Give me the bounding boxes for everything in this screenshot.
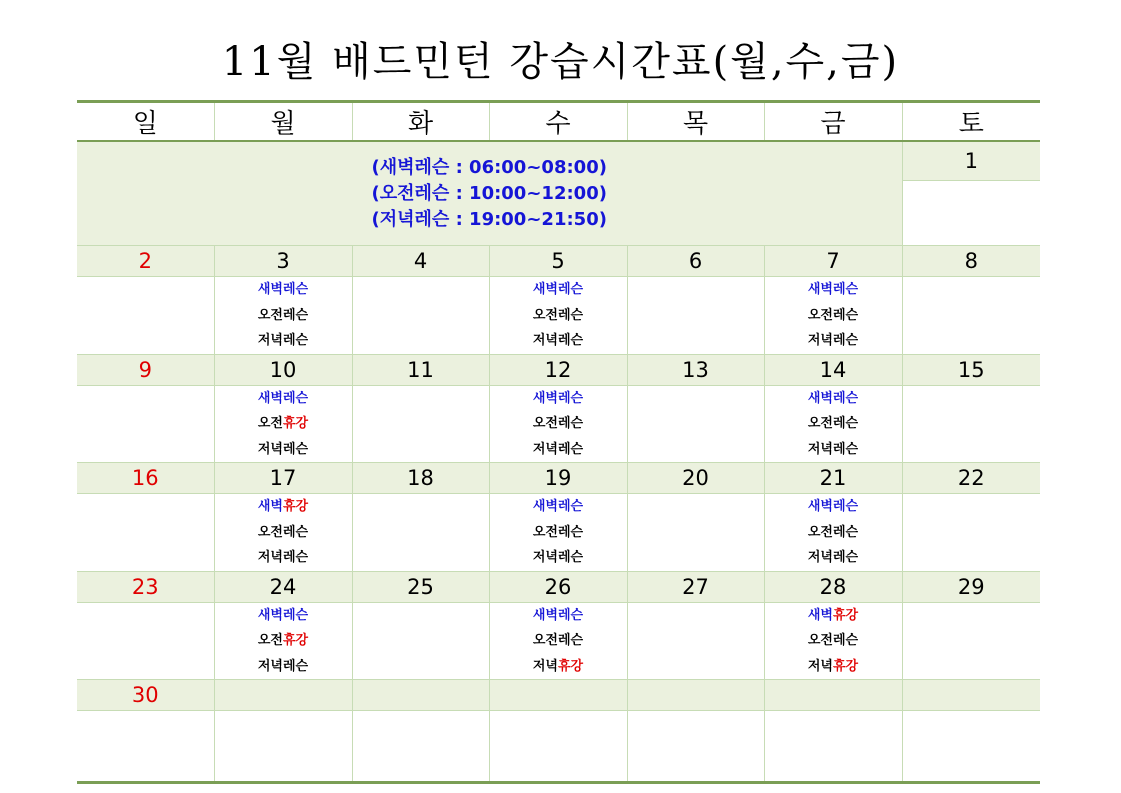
- lesson-status: 레슨: [283, 524, 309, 540]
- lesson-session-name: 새벽: [257, 390, 283, 406]
- date-cell: 13: [627, 354, 764, 385]
- date-cell: 6: [627, 246, 764, 277]
- date-row: [77, 463, 1040, 494]
- lesson-cell: [214, 277, 352, 355]
- lesson-cell: [902, 385, 1040, 463]
- lesson-entry: [765, 437, 902, 463]
- date-cell: 3: [214, 246, 352, 277]
- lesson-entry: [490, 303, 627, 329]
- lesson-session-name: 새벽: [807, 390, 833, 406]
- lesson-status: 휴강: [558, 658, 584, 674]
- date-cell: 24: [214, 571, 352, 602]
- lesson-session-name: 오전: [807, 416, 833, 431]
- lesson-cell: [764, 277, 902, 355]
- weekday-mon: 월: [214, 102, 352, 142]
- lesson-cell: [764, 602, 902, 680]
- lesson-status: 레슨: [558, 441, 584, 457]
- lesson-status: 레슨: [833, 524, 859, 540]
- lesson-session-name: 오전: [532, 307, 558, 323]
- date-cell: [489, 680, 627, 711]
- lesson-session-name: 새벽: [807, 607, 833, 623]
- lesson-session-name: 저녁: [257, 333, 283, 348]
- date-cell-1: 1: [902, 141, 1040, 181]
- lesson-cell: [214, 494, 352, 572]
- info-row-top: [77, 141, 1040, 181]
- lesson-session-name: 오전: [807, 524, 833, 540]
- lesson-entry: [215, 303, 352, 329]
- lesson-cell: [627, 385, 764, 463]
- lesson-status: 레슨: [283, 607, 309, 623]
- date-cell: [214, 680, 352, 711]
- lesson-entry: [215, 545, 352, 571]
- lesson-status: 레슨: [283, 550, 309, 565]
- lesson-cell: [77, 602, 214, 680]
- lesson-session-name: 오전: [807, 633, 833, 648]
- lesson-session-name: 새벽: [532, 282, 558, 297]
- lesson-entry: [215, 603, 352, 629]
- lesson-status: 레슨: [833, 307, 859, 323]
- lesson-cell: [627, 277, 764, 355]
- lesson-entry: [765, 603, 902, 629]
- date-cell: 14: [764, 354, 902, 385]
- lesson-status: 레슨: [558, 333, 584, 348]
- date-cell: 16: [77, 463, 214, 494]
- lesson-entry: [765, 520, 902, 546]
- lesson-entry: [215, 654, 352, 680]
- lesson-cell: [764, 385, 902, 463]
- lesson-cell: [902, 602, 1040, 680]
- date-cell: 19: [489, 463, 627, 494]
- lesson-status: 레슨: [558, 524, 584, 540]
- date-cell: 4: [352, 246, 489, 277]
- lesson-entry: [490, 437, 627, 463]
- lesson-entry: [490, 411, 627, 437]
- date-cell: 15: [902, 354, 1040, 385]
- lesson-status: 레슨: [283, 441, 309, 457]
- lesson-status: 레슨: [283, 333, 309, 348]
- lesson-session-name: 오전: [532, 524, 558, 540]
- lesson-cell-1: [902, 181, 1040, 246]
- lesson-cell: [352, 385, 489, 463]
- lesson-entry: [765, 386, 902, 412]
- date-cell: 18: [352, 463, 489, 494]
- lesson-cell: [627, 711, 764, 783]
- lesson-cell: [77, 494, 214, 572]
- lesson-entry: [215, 520, 352, 546]
- lesson-session-name: 오전: [532, 633, 558, 648]
- lesson-entry: [215, 277, 352, 303]
- lesson-entry: [765, 303, 902, 329]
- lesson-status: 휴강: [283, 499, 309, 514]
- lesson-cell: [214, 385, 352, 463]
- lesson-status: 휴강: [283, 633, 309, 648]
- lesson-session-name: 오전: [807, 307, 833, 323]
- lesson-entry: [490, 628, 627, 654]
- date-cell: 2: [77, 246, 214, 277]
- date-cell: 9: [77, 354, 214, 385]
- lesson-entry: [765, 411, 902, 437]
- lesson-cell: [214, 711, 352, 783]
- weekday-thu: 목: [627, 102, 764, 142]
- schedule-calendar: [77, 100, 1040, 784]
- lesson-status: 휴강: [833, 658, 859, 674]
- weekday-tue: 화: [352, 102, 489, 142]
- date-cell: 20: [627, 463, 764, 494]
- lesson-status: 레슨: [558, 550, 584, 565]
- lesson-session-name: 새벽: [532, 390, 558, 406]
- date-cell: 17: [214, 463, 352, 494]
- lesson-status: 레슨: [833, 282, 859, 297]
- lesson-session-name: 새벽: [807, 282, 833, 297]
- info-evening-hours: (저녁레슨 : 19:00~21:50): [371, 208, 607, 230]
- lesson-status: 레슨: [558, 307, 584, 323]
- weekday-fri: 금: [764, 102, 902, 142]
- lesson-session-name: 새벽: [257, 499, 283, 514]
- lesson-row: [77, 385, 1040, 463]
- lesson-entry: [490, 603, 627, 629]
- lesson-session-name: 저녁: [532, 441, 558, 457]
- lesson-session-name: 새벽: [807, 499, 833, 514]
- lesson-session-name: 저녁: [257, 441, 283, 457]
- date-cell: 23: [77, 571, 214, 602]
- lesson-session-name: 저녁: [257, 658, 283, 674]
- lesson-cell: [489, 711, 627, 783]
- lesson-cell: [627, 494, 764, 572]
- date-cell: 7: [764, 246, 902, 277]
- lesson-status: 레슨: [283, 390, 309, 406]
- lesson-status: 레슨: [833, 416, 859, 431]
- lesson-session-name: 새벽: [532, 499, 558, 514]
- lesson-cell: [352, 277, 489, 355]
- lesson-entry: [215, 328, 352, 354]
- lesson-status: 레슨: [833, 550, 859, 565]
- lesson-entry: [765, 545, 902, 571]
- lesson-status: 레슨: [558, 499, 584, 514]
- lesson-cell: [489, 494, 627, 572]
- lesson-session-name: 저녁: [532, 333, 558, 348]
- lesson-session-name: 오전: [257, 524, 283, 540]
- date-cell: 30: [77, 680, 214, 711]
- lesson-cell: [77, 277, 214, 355]
- lesson-session-name: 저녁: [807, 333, 833, 348]
- date-cell: 12: [489, 354, 627, 385]
- lesson-session-name: 저녁: [257, 550, 283, 565]
- lesson-cell: [902, 277, 1040, 355]
- lesson-status: 레슨: [283, 307, 309, 323]
- lesson-cell: [764, 494, 902, 572]
- lesson-entry: [490, 545, 627, 571]
- lesson-cell: [489, 385, 627, 463]
- date-row: [77, 246, 1040, 277]
- lesson-entry: [215, 494, 352, 520]
- lesson-cell: [764, 711, 902, 783]
- date-cell: 10: [214, 354, 352, 385]
- lesson-status: 휴강: [833, 607, 859, 623]
- lesson-row: [77, 277, 1040, 355]
- lesson-entry: [215, 437, 352, 463]
- lesson-entry: [215, 628, 352, 654]
- lesson-session-name: 새벽: [257, 607, 283, 623]
- lesson-cell: [352, 494, 489, 572]
- lesson-entry: [490, 328, 627, 354]
- lesson-row: [77, 602, 1040, 680]
- lesson-session-name: 오전: [257, 416, 283, 431]
- date-cell: 8: [902, 246, 1040, 277]
- date-cell: 29: [902, 571, 1040, 602]
- lesson-hours-info: [77, 141, 902, 246]
- lesson-entry: [215, 411, 352, 437]
- lesson-entry: [490, 654, 627, 680]
- lesson-cell: [77, 385, 214, 463]
- lesson-cell: [352, 711, 489, 783]
- lesson-status: 레슨: [833, 633, 859, 648]
- lesson-status: 레슨: [833, 499, 859, 514]
- date-cell: [627, 680, 764, 711]
- info-morning-hours: (오전레슨 : 10:00~12:00): [371, 182, 607, 204]
- lesson-session-name: 저녁: [807, 658, 833, 674]
- lesson-row: [77, 711, 1040, 783]
- lesson-session-name: 오전: [257, 307, 283, 323]
- lesson-status: 레슨: [558, 416, 584, 431]
- lesson-status: 레슨: [283, 282, 309, 297]
- date-cell: [902, 680, 1040, 711]
- date-cell: 27: [627, 571, 764, 602]
- date-row: [77, 571, 1040, 602]
- lesson-status: 레슨: [283, 658, 309, 674]
- info-dawn-hours: (새벽레슨 : 06:00~08:00): [371, 156, 607, 178]
- lesson-status: 휴강: [283, 416, 309, 431]
- weekday-sun: 일: [77, 102, 214, 142]
- weekday-wed: 수: [489, 102, 627, 142]
- date-cell: 5: [489, 246, 627, 277]
- lesson-session-name: 저녁: [807, 550, 833, 565]
- lesson-cell: [627, 602, 764, 680]
- date-cell: 22: [902, 463, 1040, 494]
- lesson-entry: [765, 494, 902, 520]
- lesson-session-name: 저녁: [532, 658, 558, 674]
- lesson-session-name: 오전: [257, 633, 283, 648]
- lesson-entry: [765, 277, 902, 303]
- lesson-entry: [490, 277, 627, 303]
- lesson-cell: [77, 711, 214, 783]
- lesson-cell: [489, 602, 627, 680]
- lesson-status: 레슨: [558, 282, 584, 297]
- lesson-entry: [490, 386, 627, 412]
- lesson-session-name: 오전: [532, 416, 558, 431]
- date-row: [77, 680, 1040, 711]
- lesson-cell: [489, 277, 627, 355]
- lesson-status: 레슨: [833, 390, 859, 406]
- lesson-row: [77, 494, 1040, 572]
- lesson-cell: [902, 711, 1040, 783]
- date-row: [77, 354, 1040, 385]
- lesson-entry: [215, 386, 352, 412]
- lesson-status: 레슨: [558, 633, 584, 648]
- lesson-cell: [214, 602, 352, 680]
- date-cell: 28: [764, 571, 902, 602]
- date-cell: 26: [489, 571, 627, 602]
- lesson-entry: [765, 654, 902, 680]
- date-cell: 25: [352, 571, 489, 602]
- lesson-cell: [352, 602, 489, 680]
- lesson-session-name: 저녁: [807, 441, 833, 457]
- page-title: 11월 배드민턴 강습시간표(월,수,금): [221, 39, 900, 85]
- lesson-status: 레슨: [833, 333, 859, 348]
- date-cell: 11: [352, 354, 489, 385]
- lesson-entry: [765, 628, 902, 654]
- lesson-session-name: 저녁: [532, 550, 558, 565]
- lesson-cell: [902, 494, 1040, 572]
- lesson-entry: [490, 520, 627, 546]
- weekday-header-row: [77, 102, 1040, 142]
- lesson-status: 레슨: [558, 607, 584, 623]
- lesson-session-name: 새벽: [257, 282, 283, 297]
- date-cell: [764, 680, 902, 711]
- lesson-entry: [765, 328, 902, 354]
- date-cell: 21: [764, 463, 902, 494]
- weekday-sat: 토: [902, 102, 1040, 142]
- lesson-status: 레슨: [558, 390, 584, 406]
- date-cell: [352, 680, 489, 711]
- lesson-entry: [490, 494, 627, 520]
- lesson-status: 레슨: [833, 441, 859, 457]
- lesson-session-name: 새벽: [532, 607, 558, 623]
